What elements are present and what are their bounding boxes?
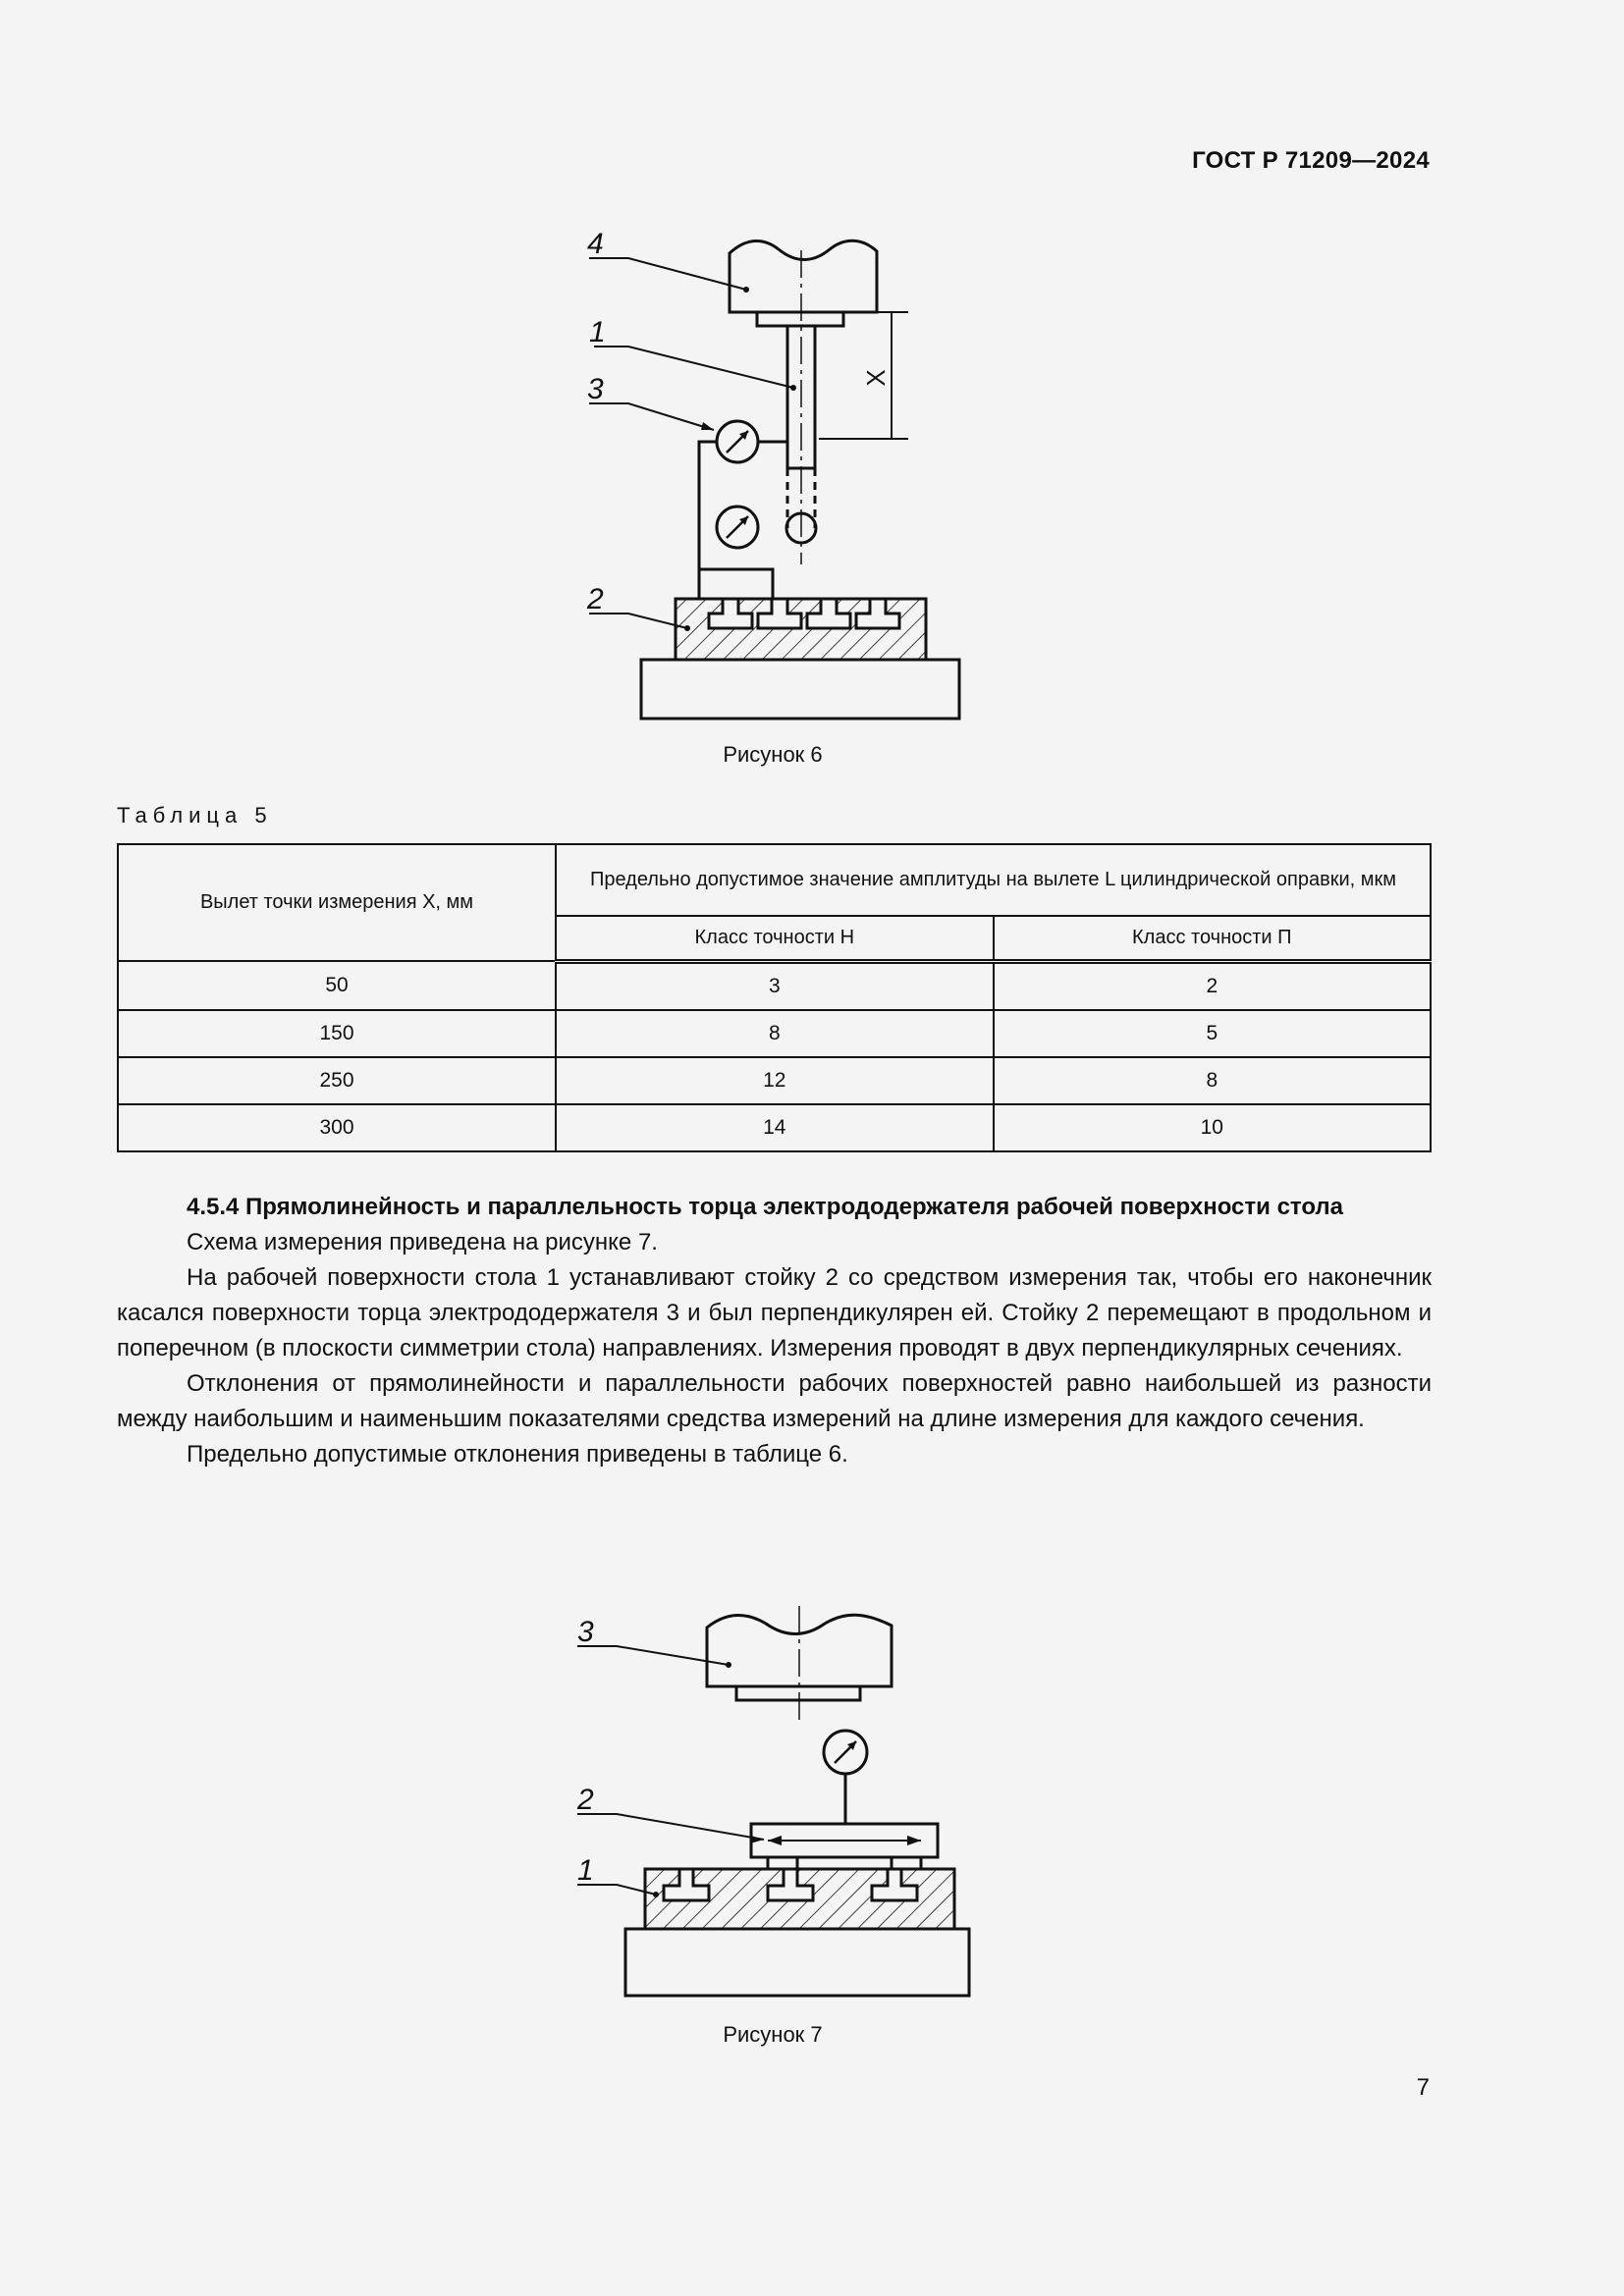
table-row	[118, 1104, 1431, 1151]
holder-flange	[757, 312, 843, 326]
section-heading: 4.5.4 Прямолинейность и параллельность торца электрододержателя рабочей поверхности стола	[187, 1194, 1344, 1220]
figure-6-drawing	[0, 216, 1624, 726]
cell-class-n: 8	[556, 1010, 994, 1057]
cell-x: 300	[118, 1104, 556, 1151]
cell-class-p: 2	[994, 961, 1431, 1010]
cell-class-n: 3	[556, 961, 994, 1010]
machine-base	[625, 1929, 969, 1996]
fig7-label-table: 1	[577, 1854, 594, 1887]
fig7-label-stand: 2	[577, 1784, 594, 1816]
stand	[699, 442, 717, 569]
paragraph: На рабочей поверхности стола 1 устанавливают стойку 2 со средством измерения так, чтобы его наконечник касался поверхности торца электрододержателя 3 и был перпендикулярен ей. Стойку 2 перемещают в продольном и поперечном (в плоскости симметрии стола) направлениях. Измерения проводят в двух перпендикулярных сечениях.	[117, 1264, 1432, 1362]
fig6-label-stand: 3	[587, 373, 604, 405]
fig6-label-mandrel: 1	[589, 316, 606, 348]
document-id: ГОСТ Р 71209—2024	[1192, 147, 1430, 174]
col-header-class-p: Класс точности П	[994, 916, 1431, 961]
table-5-title: Таблица 5	[117, 803, 273, 828]
cell-x: 250	[118, 1057, 556, 1104]
cell-x: 50	[118, 961, 556, 1010]
cell-class-n: 12	[556, 1057, 994, 1104]
figure-7-drawing	[0, 1600, 1624, 2002]
paragraph: Предельно допустимые отклонения приведены в таблице 6.	[187, 1441, 848, 1468]
cell-class-p: 5	[994, 1010, 1431, 1057]
table-row	[118, 1057, 1431, 1104]
col-header-x: Вылет точки измерения X, мм	[118, 844, 556, 961]
figure-7	[0, 1600, 1624, 2002]
figure-6	[0, 216, 1624, 726]
fig6-label-table: 2	[587, 583, 604, 615]
fig6-dimension-x: X	[861, 369, 891, 387]
electrode-holder	[730, 240, 877, 312]
cell-class-n: 14	[556, 1104, 994, 1151]
paragraph: Отклонения от прямолинейности и параллельности рабочих поверхностей равно наибольшей из разности между наибольшим и наименьшим показателями средства измерений на длине измерения для каждого сечения.	[117, 1370, 1432, 1432]
table-row	[118, 1010, 1431, 1057]
table-5	[117, 843, 1432, 1152]
cell-class-p: 10	[994, 1104, 1431, 1151]
figure-7-caption: Рисунок 7	[723, 2022, 823, 2047]
figure-6-caption: Рисунок 6	[723, 742, 823, 767]
table-row	[118, 961, 1431, 1010]
page-number: 7	[1416, 2074, 1430, 2101]
cell-x: 150	[118, 1010, 556, 1057]
fig7-label-electrode-holder: 3	[577, 1616, 594, 1648]
section-4-5-4	[117, 1190, 1432, 1472]
group-header-amplitude: Предельно допустимое значение амплитуды на вылете L цилиндрической оправки, мкм	[556, 844, 1431, 916]
holder-flange	[736, 1686, 860, 1700]
paragraph: Схема измерения приведена на рисунке 7.	[187, 1229, 658, 1255]
cell-class-p: 8	[994, 1057, 1431, 1104]
stand-base	[699, 569, 773, 599]
fig6-label-electrode-holder: 4	[587, 228, 604, 260]
col-header-class-n: Класс точности Н	[556, 916, 994, 961]
machine-base	[641, 660, 959, 719]
